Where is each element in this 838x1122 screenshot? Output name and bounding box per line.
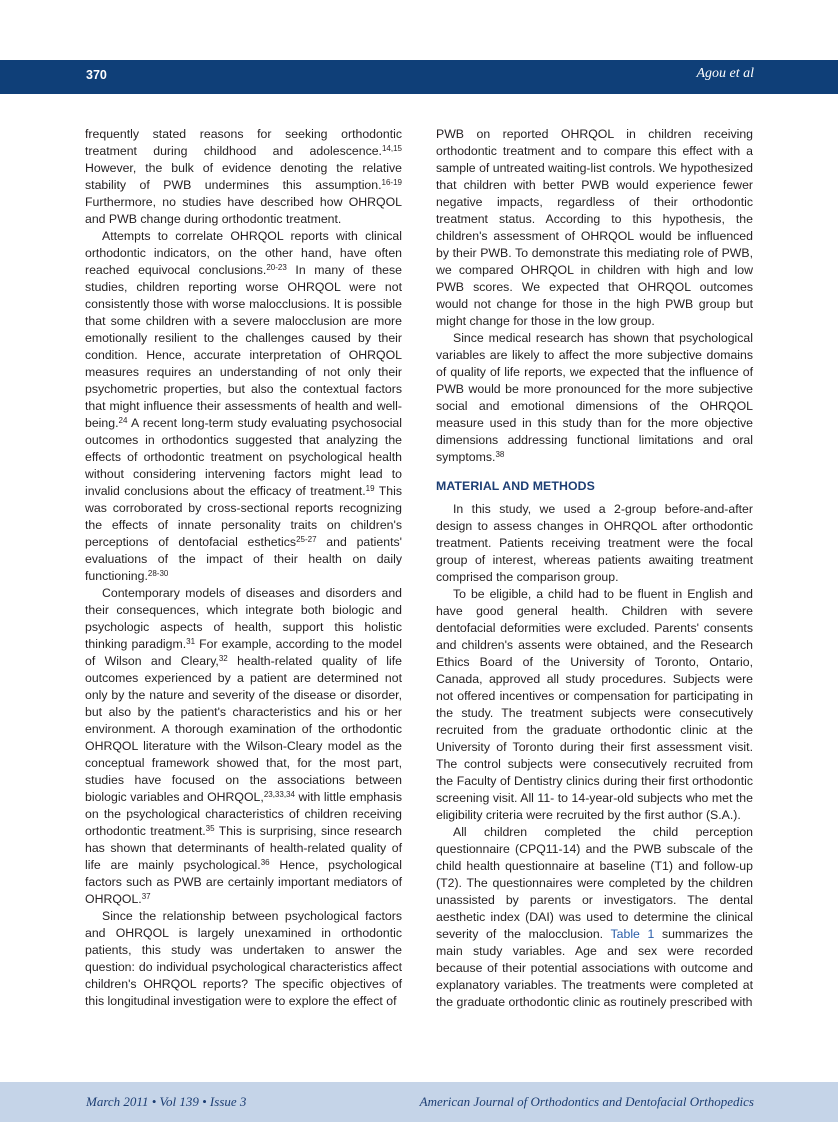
footer-issue: March 2011 • Vol 139 • Issue 3: [86, 1094, 247, 1109]
paragraph: Since the relationship between psychological factors and OHRQOL is largely unexamined in orthodontic patients, this study was undertaken to answer the question: do individual psychological characteristics affect children's OHRQOL reports? The specific objectives of this longitudinal investigation were to explore the effect of: [85, 909, 402, 1008]
header-bar: [0, 60, 838, 94]
citation[interactable]: 35: [205, 824, 215, 833]
citation[interactable]: 16-19: [381, 178, 402, 187]
page-number: 370: [86, 68, 107, 82]
paragraph: frequently stated reasons for seeking orthodontic treatment during childhood and adolescence.$^{14,15}$ However, the bulk of evidence denoting the relative stability of PWB undermines this assumption.$^{16-19}$ Furthermore, no studies have described how OHRQOL and PWB change during orthodontic treatment.: [85, 127, 402, 226]
paragraph: Contemporary models of diseases and disorders and their consequences, which integrate both biologic and psychologic aspects of health, support this holistic thinking paradigm.$^{31}$ For example, according to the model of Wilson and Cleary,$^{32}$ health-related quality of life outcomes experienced by a patient are determined not only by the nature and severity of the disease or disorder, but also by the patient's characteristics and his or her environment. A thorough examination of the orthodontic OHRQOL literature with the Wilson-Cleary model as the conceptual framework showed that, for the most part, studies have focused on the associations between biologic variables and OHRQOL,$^{23,33,34}$ with little emphasis on the psychological characteristics of children receiving orthodontic treatment.$^{35}$ This is surprising, since research has shown that determinants of health-related quality of life are mainly psychological.$^{36}$ Hence, psychological factors such as PWB are certainly important mediators of OHRQOL.$^{37}$: [85, 586, 402, 906]
citation[interactable]: 25-27: [296, 535, 317, 544]
running-head: Agou et al: [696, 66, 754, 81]
citation[interactable]: 20-23: [266, 263, 287, 272]
citation[interactable]: 36: [260, 858, 270, 867]
citation[interactable]: 38: [495, 450, 505, 459]
citation[interactable]: 19: [365, 484, 375, 493]
table-link[interactable]: Table 1: [610, 927, 655, 941]
citation[interactable]: 32: [218, 654, 228, 663]
paragraph: Since medical research has shown that psychological variables are likely to affect the more subjective domains of quality of life reports, we expected that the influence of PWB would be more pronounced for the more subjective social and emotional dimensions of the OHRQOL measure used in this study than for the more objective dimensions addressing functional limitations and oral symptoms.$^{38}$: [436, 331, 753, 464]
citation[interactable]: 14,15: [381, 144, 402, 153]
paragraph: In this study, we used a 2-group before-and-after design to assess changes in OHRQOL after orthodontic treatment. Patients receiving treatment were the focal group of interest, whereas patients awaiting treatment comprised the comparison group.: [436, 502, 753, 584]
right-column: [436, 126, 753, 1011]
citation[interactable]: 28-30: [147, 569, 169, 578]
citation[interactable]: 37: [141, 892, 151, 901]
citation[interactable]: 31: [186, 637, 196, 646]
footer-bar: [0, 1082, 838, 1122]
footer-journal: American Journal of Orthodontics and Dentofacial Orthopedics: [419, 1094, 754, 1109]
paragraph: Attempts to correlate OHRQOL reports with clinical orthodontic indicators, on the other hand, have often reached equivocal conclusions.$^{20-23}$ In many of these studies, children reporting worse OHRQOL were not consistently those with worse malocclusions. It is possible that some children with a severe malocclusion are more emotionally resilient to the challenges caused by their condition. Hence, accurate interpretation of OHRQOL measures requires an understanding of not only their psychometric properties, but also the contextual factors that might influence their assessments of health and well-being.$^{24}$ A recent long-term study evaluating psychosocial outcomes in orthodontics suggested that analyzing the effects of orthodontic treatment on psychological health without considering intervening factors might lead to invalid conclusions about the efficacy of treatment.$^{19}$ This was corroborated by cross-sectional reports recognizing the effects of innate personality traits on children's perceptions of dentofacial esthetics$^{25-27}$ and patients' evaluations of the impact of their health on daily functioning.$^{28-30}$: [85, 229, 403, 583]
paragraph: All children completed the child perception questionnaire (CPQ11-14) and the PWB subscale of the child health questionnaire at baseline (T1) and follow-up (T2). The questionnaires were completed by the children unassisted by parents or investigators. The dental aesthetic index (DAI) was used to determine the clinical severity of the malocclusion. Table 1 summarizes the main study variables. Age and sex were recorded because of their potential associations with outcome and explanatory variables. The treatments were completed at the graduate orthodontic clinic as routinely prescribed with: [436, 825, 753, 1009]
paragraph: To be eligible, a child had to be fluent in English and have good general health. Children with severe dentofacial deformities were excluded. Parents' consents and children's assents were obtained, and the Research Ethics Board of the University of Toronto, Ontario, Canada, approved all study procedures. Subjects were not offered incentives or compensation for participating in the study. The treatment subjects were consecutively recruited from the graduate orthodontic clinic at the University of Toronto during their first assessment visit. The control subjects were consecutively recruited from the Faculty of Dentistry clinics during their first orthodontic screening visit. All 11- to 14-year-old subjects who met the eligibility criteria were recruited by the first author (S.A.).: [436, 587, 753, 822]
section-heading: MATERIAL AND METHODS: [436, 479, 595, 493]
citation[interactable]: 23,33,34: [263, 790, 295, 799]
paragraph: PWB on reported OHRQOL in children receiving orthodontic treatment and to compare this effect with a sample of untreated waiting-list controls. We hypothesized that children with better PWB would experience fewer negative impacts, regardless of their orthodontic treatment status. According to this hypothesis, the children's assessment of OHRQOL would be influenced by their PWB. To demonstrate this mediating role of PWB, we compared OHRQOL in children with high and low PWB scores. We expected that OHRQOL outcomes would not change for those in the high PWB group but might change for those in the low group.: [436, 127, 753, 328]
citation[interactable]: 24: [118, 416, 128, 425]
left-column: [85, 126, 402, 1010]
